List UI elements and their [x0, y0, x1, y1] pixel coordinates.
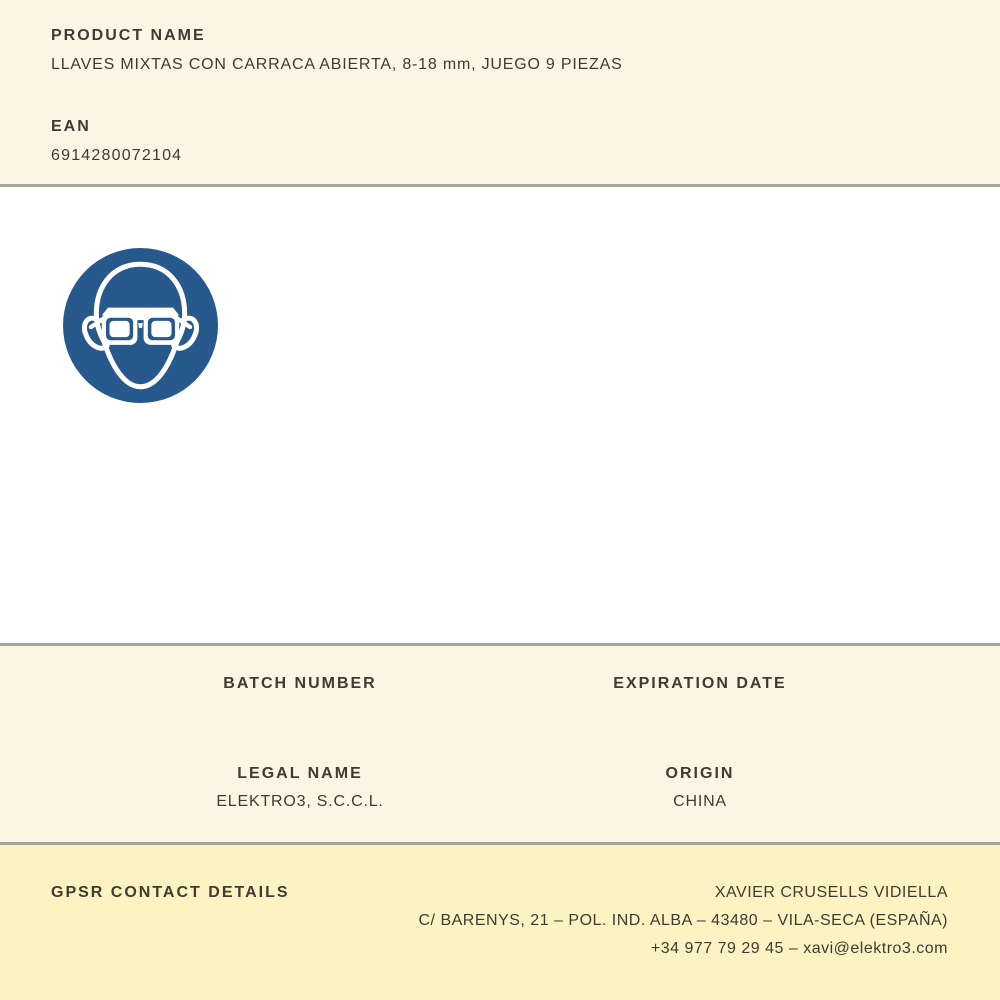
origin-field	[500, 766, 900, 810]
gpsr-contact-label: GPSR CONTACT DETAILS	[51, 884, 290, 901]
expiration-date-label: EXPIRATION DATE	[613, 675, 787, 692]
ean-label: EAN	[51, 118, 91, 135]
ean-value: 6914280072104	[51, 147, 183, 164]
expiration-date-field	[500, 676, 900, 692]
product-details-section	[0, 646, 1000, 845]
product-header-section	[0, 0, 1000, 187]
legal-name-label: LEGAL NAME	[237, 765, 363, 782]
contact-address: C/ BARENYS, 21 – POL. IND. ALBA – 43480 – VILA-SECA (ESPAÑA)	[418, 912, 948, 929]
batch-number-label: BATCH NUMBER	[223, 675, 377, 692]
product-name-value: LLAVES MIXTAS CON CARRACA ABIERTA, 8-18 mm, JUEGO 9 PIEZAS	[51, 56, 623, 73]
contact-name: XAVIER CRUSELLS VIDIELLA	[714, 884, 948, 901]
gpsr-contact-block	[419, 879, 949, 963]
product-name-label: PRODUCT NAME	[51, 27, 206, 44]
legal-name-field	[100, 766, 500, 810]
batch-number-field	[100, 676, 500, 692]
origin-label: ORIGIN	[665, 765, 735, 782]
details-row-1	[100, 676, 900, 692]
wear-eye-protection-icon	[63, 248, 218, 403]
gpsr-contact-section	[0, 845, 1000, 1000]
origin-value: CHINA	[673, 793, 727, 810]
contact-phone-email: +34 977 79 29 45 – xavi@elektro3.com	[650, 940, 948, 957]
safety-pictograms-section	[0, 187, 1000, 646]
details-row-2	[100, 766, 900, 810]
legal-name-value: ELEKTRO3, S.C.C.L.	[216, 793, 384, 810]
